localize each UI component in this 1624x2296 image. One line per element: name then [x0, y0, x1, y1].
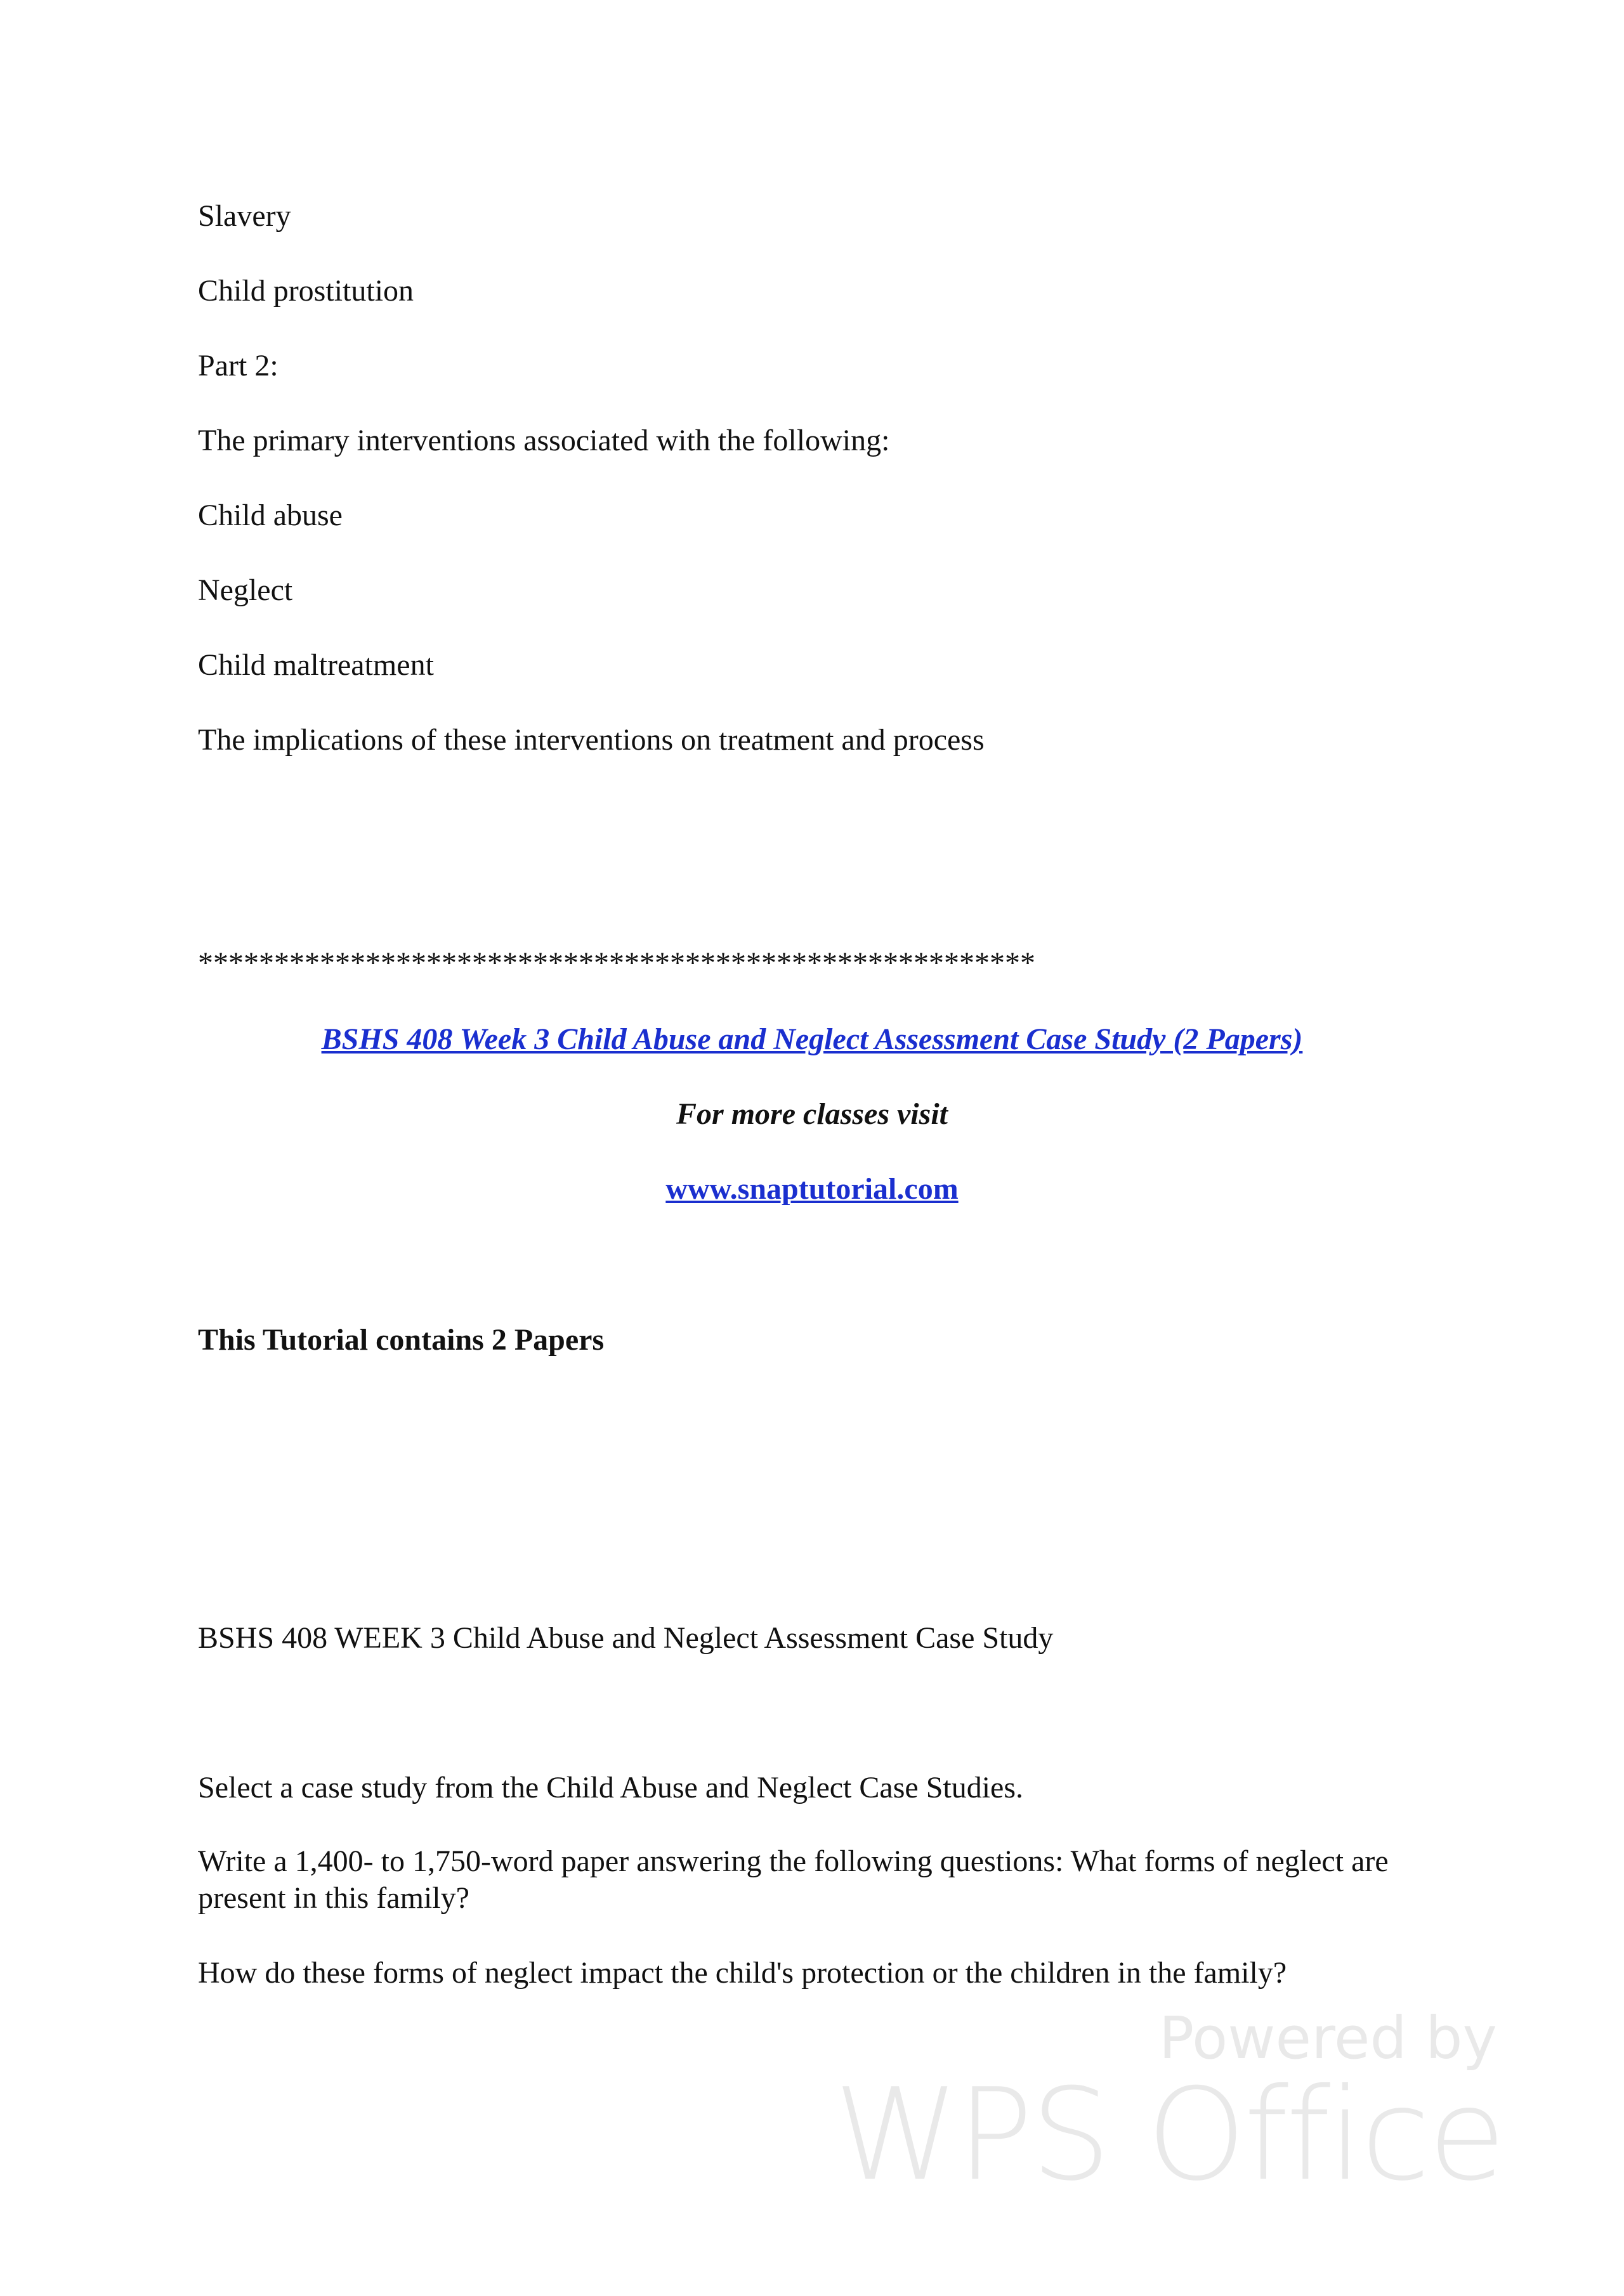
text-primary-interventions: The primary interventions associated with the following:: [198, 424, 890, 457]
watermark-brand-text: WPS Office: [834, 2061, 1503, 2209]
text-implications: The implications of these interventions on treatment and process: [198, 723, 985, 757]
instruction-write: Write a 1,400- to 1,750-word paper answering the following questions: What forms of neglect are present in this family?: [198, 1844, 1389, 1915]
instruction-select: Select a case study from the Child Abuse and Neglect Case Studies.: [198, 1771, 1024, 1804]
course-title-link[interactable]: BSHS 408 Week 3 Child Abuse and Neglect Assessment Case Study (2 Papers): [321, 1022, 1303, 1056]
text-part-2: Part 2:: [198, 349, 278, 382]
separator-stars: *******************************************************: [198, 946, 1035, 980]
text-child-prostitution: Child prostitution: [198, 274, 414, 308]
site-url-row: [0, 1171, 1624, 1208]
text-child-abuse: Child abuse: [198, 499, 343, 532]
more-classes-text: For more classes visit: [676, 1097, 948, 1131]
wps-watermark: [834, 2004, 1503, 2214]
text-slavery: Slavery: [198, 199, 291, 233]
text-neglect: Neglect: [198, 573, 293, 607]
text-child-maltreatment: Child maltreatment: [198, 648, 434, 682]
watermark-powered-text: Powered by: [1158, 2004, 1497, 2072]
tutorial-note: This Tutorial contains 2 Papers: [198, 1323, 605, 1357]
instruction-question: How do these forms of neglect impact the child's protection or the children in the family?: [198, 1956, 1287, 1990]
site-url-link[interactable]: www.snaptutorial.com: [665, 1172, 959, 1206]
paper-title: BSHS 408 WEEK 3 Child Abuse and Neglect Assessment Case Study: [198, 1621, 1054, 1655]
course-title-link-row: [0, 1021, 1624, 1058]
more-classes-row: [0, 1096, 1624, 1133]
